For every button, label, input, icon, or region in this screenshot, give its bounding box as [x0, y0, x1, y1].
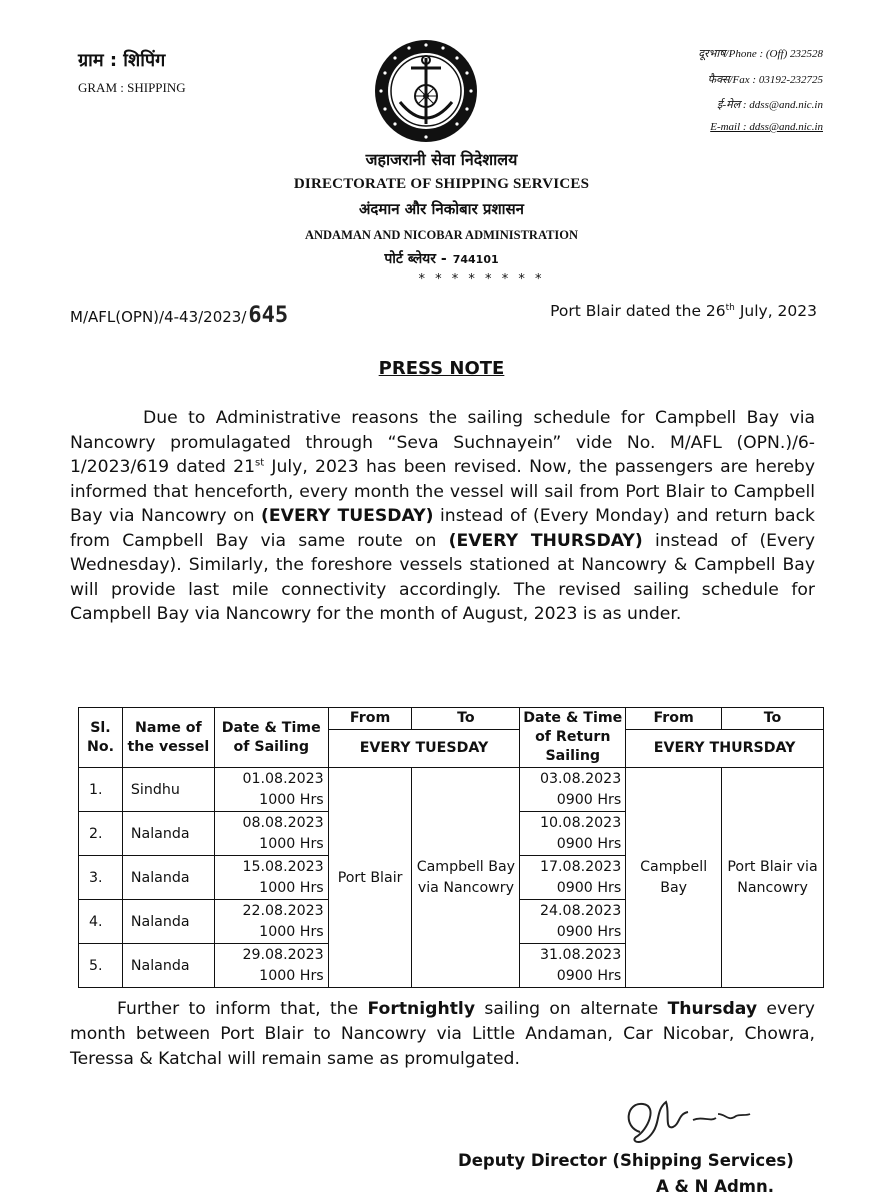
- directorate-hindi: जहाजरानी सेवा निदेशालय: [365, 150, 518, 169]
- header-every-tuesday: EVERY TUESDAY: [328, 730, 520, 768]
- date-prefix: Port Blair dated the 26: [550, 302, 726, 320]
- return-from: Campbell Bay: [626, 768, 722, 988]
- reference-number: [70, 303, 288, 328]
- row-return: [520, 900, 626, 944]
- row-sailing: [214, 768, 328, 812]
- schedule-table: [78, 707, 824, 988]
- fax-line: फैक्स/Fax : 03192-232725: [707, 74, 823, 86]
- email-text: E-mail : ddss@and.nic.in: [710, 121, 823, 133]
- body-text-c: instead of (Every Monday) and return back from Campbell Bay via same route on: [70, 506, 815, 551]
- sail-date: 15.08.2023: [242, 858, 324, 875]
- handwritten-number: 645: [248, 303, 289, 328]
- pin-code: 744101: [452, 253, 499, 266]
- return-to: Port Blair via Nancowry: [722, 768, 824, 988]
- row-return: [520, 944, 626, 988]
- row-sl: 1.: [79, 768, 123, 812]
- row-vessel: Nalanda: [122, 856, 214, 900]
- row-vessel: Sindhu: [122, 768, 214, 812]
- body-bold-thursday: (EVERY THURSDAY): [448, 530, 643, 551]
- header-from: From: [328, 708, 412, 730]
- footer-text-c: every month between Port Blair to Nancowry via Little Andaman, Car Nicobar, Chowra, Teressa & Katchal will remain same as promulgated.: [70, 999, 815, 1069]
- row-sl: 3.: [79, 856, 123, 900]
- sail-time: 1000 Hrs: [259, 835, 324, 852]
- administration-hindi: अंदमान और निकोबार प्रशासन: [358, 200, 525, 218]
- row-vessel: Nalanda: [122, 900, 214, 944]
- header-from-return: From: [626, 708, 722, 730]
- row-vessel: Nalanda: [122, 812, 214, 856]
- email-hindi-line: ई-मेल : ddss@and.nic.in: [717, 99, 823, 111]
- row-sl: 2.: [79, 812, 123, 856]
- date-sup: th: [725, 302, 735, 313]
- header-to: To: [412, 708, 520, 730]
- row-sl: 4.: [79, 900, 123, 944]
- sail-date: 22.08.2023: [242, 902, 324, 919]
- row-return: [520, 812, 626, 856]
- directorate-title: DIRECTORATE OF SHIPPING SERVICES: [293, 176, 590, 192]
- document-date: [550, 302, 817, 320]
- body-sup: st: [255, 457, 265, 469]
- administration-title: ANDAMAN AND NICOBAR ADMINISTRATION: [304, 228, 579, 242]
- row-sailing: [214, 900, 328, 944]
- signatory-office: A & N Admn.: [656, 1177, 774, 1196]
- city-hindi: पोर्ट ब्लेयर -: [384, 251, 447, 267]
- reference-text: M/AFL(OPN)/4-43/2023/: [70, 308, 247, 326]
- header-return: Date & Time of Return Sailing: [520, 708, 626, 768]
- return-date: 24.08.2023: [539, 902, 622, 919]
- return-time: 0900 Hrs: [556, 967, 622, 984]
- return-date: 17.08.2023: [539, 858, 622, 875]
- body-text-b: July, 2023 has been revised. Now, the passengers are hereby informed that henceforth, every month the vessel will sail from Port Blair to Campbell Bay via Nancowry on: [70, 457, 815, 526]
- footer-text-a: Further to inform that, the: [117, 999, 368, 1019]
- row-return: [520, 768, 626, 812]
- row-sailing: [214, 812, 328, 856]
- row-sailing: [214, 856, 328, 900]
- star-divider: * * * * * * * *: [418, 272, 545, 287]
- row-sailing: [214, 944, 328, 988]
- footer-bold-fortnightly: Fortnightly: [367, 999, 476, 1019]
- email-line: [710, 121, 823, 133]
- signature-image: [618, 1092, 778, 1152]
- sail-time: 1000 Hrs: [259, 967, 324, 984]
- header-to-return: To: [722, 708, 824, 730]
- footer-bold-thursday: Thursday: [667, 999, 758, 1019]
- row-sl: 5.: [79, 944, 123, 988]
- footer-text-b: sailing on alternate: [475, 999, 668, 1019]
- sail-date: 08.08.2023: [242, 814, 324, 831]
- gram-english: GRAM : SHIPPING: [78, 80, 186, 95]
- sail-date: 29.08.2023: [242, 946, 324, 963]
- footer-paragraph: [70, 997, 815, 1072]
- header-every-thursday: EVERY THURSDAY: [626, 730, 824, 768]
- header-sailing: Date & Time of Sailing: [214, 708, 328, 768]
- body-text-a: Due to Administrative reasons the sailing schedule for Campbell Bay via Nancowry promulagated through “Seva Suchnayein” vide No. M/AFL (OPN.)/6-1/2023/619 dated 21: [70, 408, 815, 477]
- sail-time: 1000 Hrs: [259, 791, 324, 808]
- city-line: [0, 249, 883, 268]
- return-time: 0900 Hrs: [556, 835, 622, 852]
- emblem-logo: [373, 38, 479, 144]
- return-time: 0900 Hrs: [556, 791, 622, 808]
- sail-time: 1000 Hrs: [259, 923, 324, 940]
- phone-line: दूरभाष/Phone : (Off) 232528: [698, 48, 823, 60]
- return-date: 31.08.2023: [539, 946, 622, 963]
- return-time: 0900 Hrs: [556, 923, 622, 940]
- page-title: PRESS NOTE: [378, 358, 505, 379]
- sail-date: 01.08.2023: [242, 770, 324, 787]
- date-suffix: July, 2023: [734, 302, 817, 320]
- body-text-d: instead of (Every Wednesday). Similarly, the foreshore vessels stationed at Nancowry & Campbell Bay will provide last mile connectivity accordingly. The revised sailing schedule for Campbell Bay via Nancowry for the month of August, 2023 is as under.: [70, 530, 816, 624]
- header-vessel: Name of the vessel: [122, 708, 214, 768]
- outbound-to: Campbell Bay via Nancowry: [412, 768, 520, 988]
- header-sl: Sl. No.: [79, 708, 123, 768]
- table-row: [79, 768, 824, 812]
- row-return: [520, 856, 626, 900]
- outbound-from: Port Blair: [328, 768, 412, 988]
- return-date: 03.08.2023: [539, 770, 622, 787]
- body-paragraph: [70, 406, 815, 627]
- return-date: 10.08.2023: [539, 814, 622, 831]
- gram-hindi: ग्राम : शिपिंग: [78, 50, 166, 71]
- row-vessel: Nalanda: [122, 944, 214, 988]
- body-bold-tuesday: (EVERY TUESDAY): [261, 506, 434, 526]
- signatory-designation: Deputy Director (Shipping Services): [458, 1151, 794, 1170]
- return-time: 0900 Hrs: [556, 879, 622, 896]
- sail-time: 1000 Hrs: [259, 879, 324, 896]
